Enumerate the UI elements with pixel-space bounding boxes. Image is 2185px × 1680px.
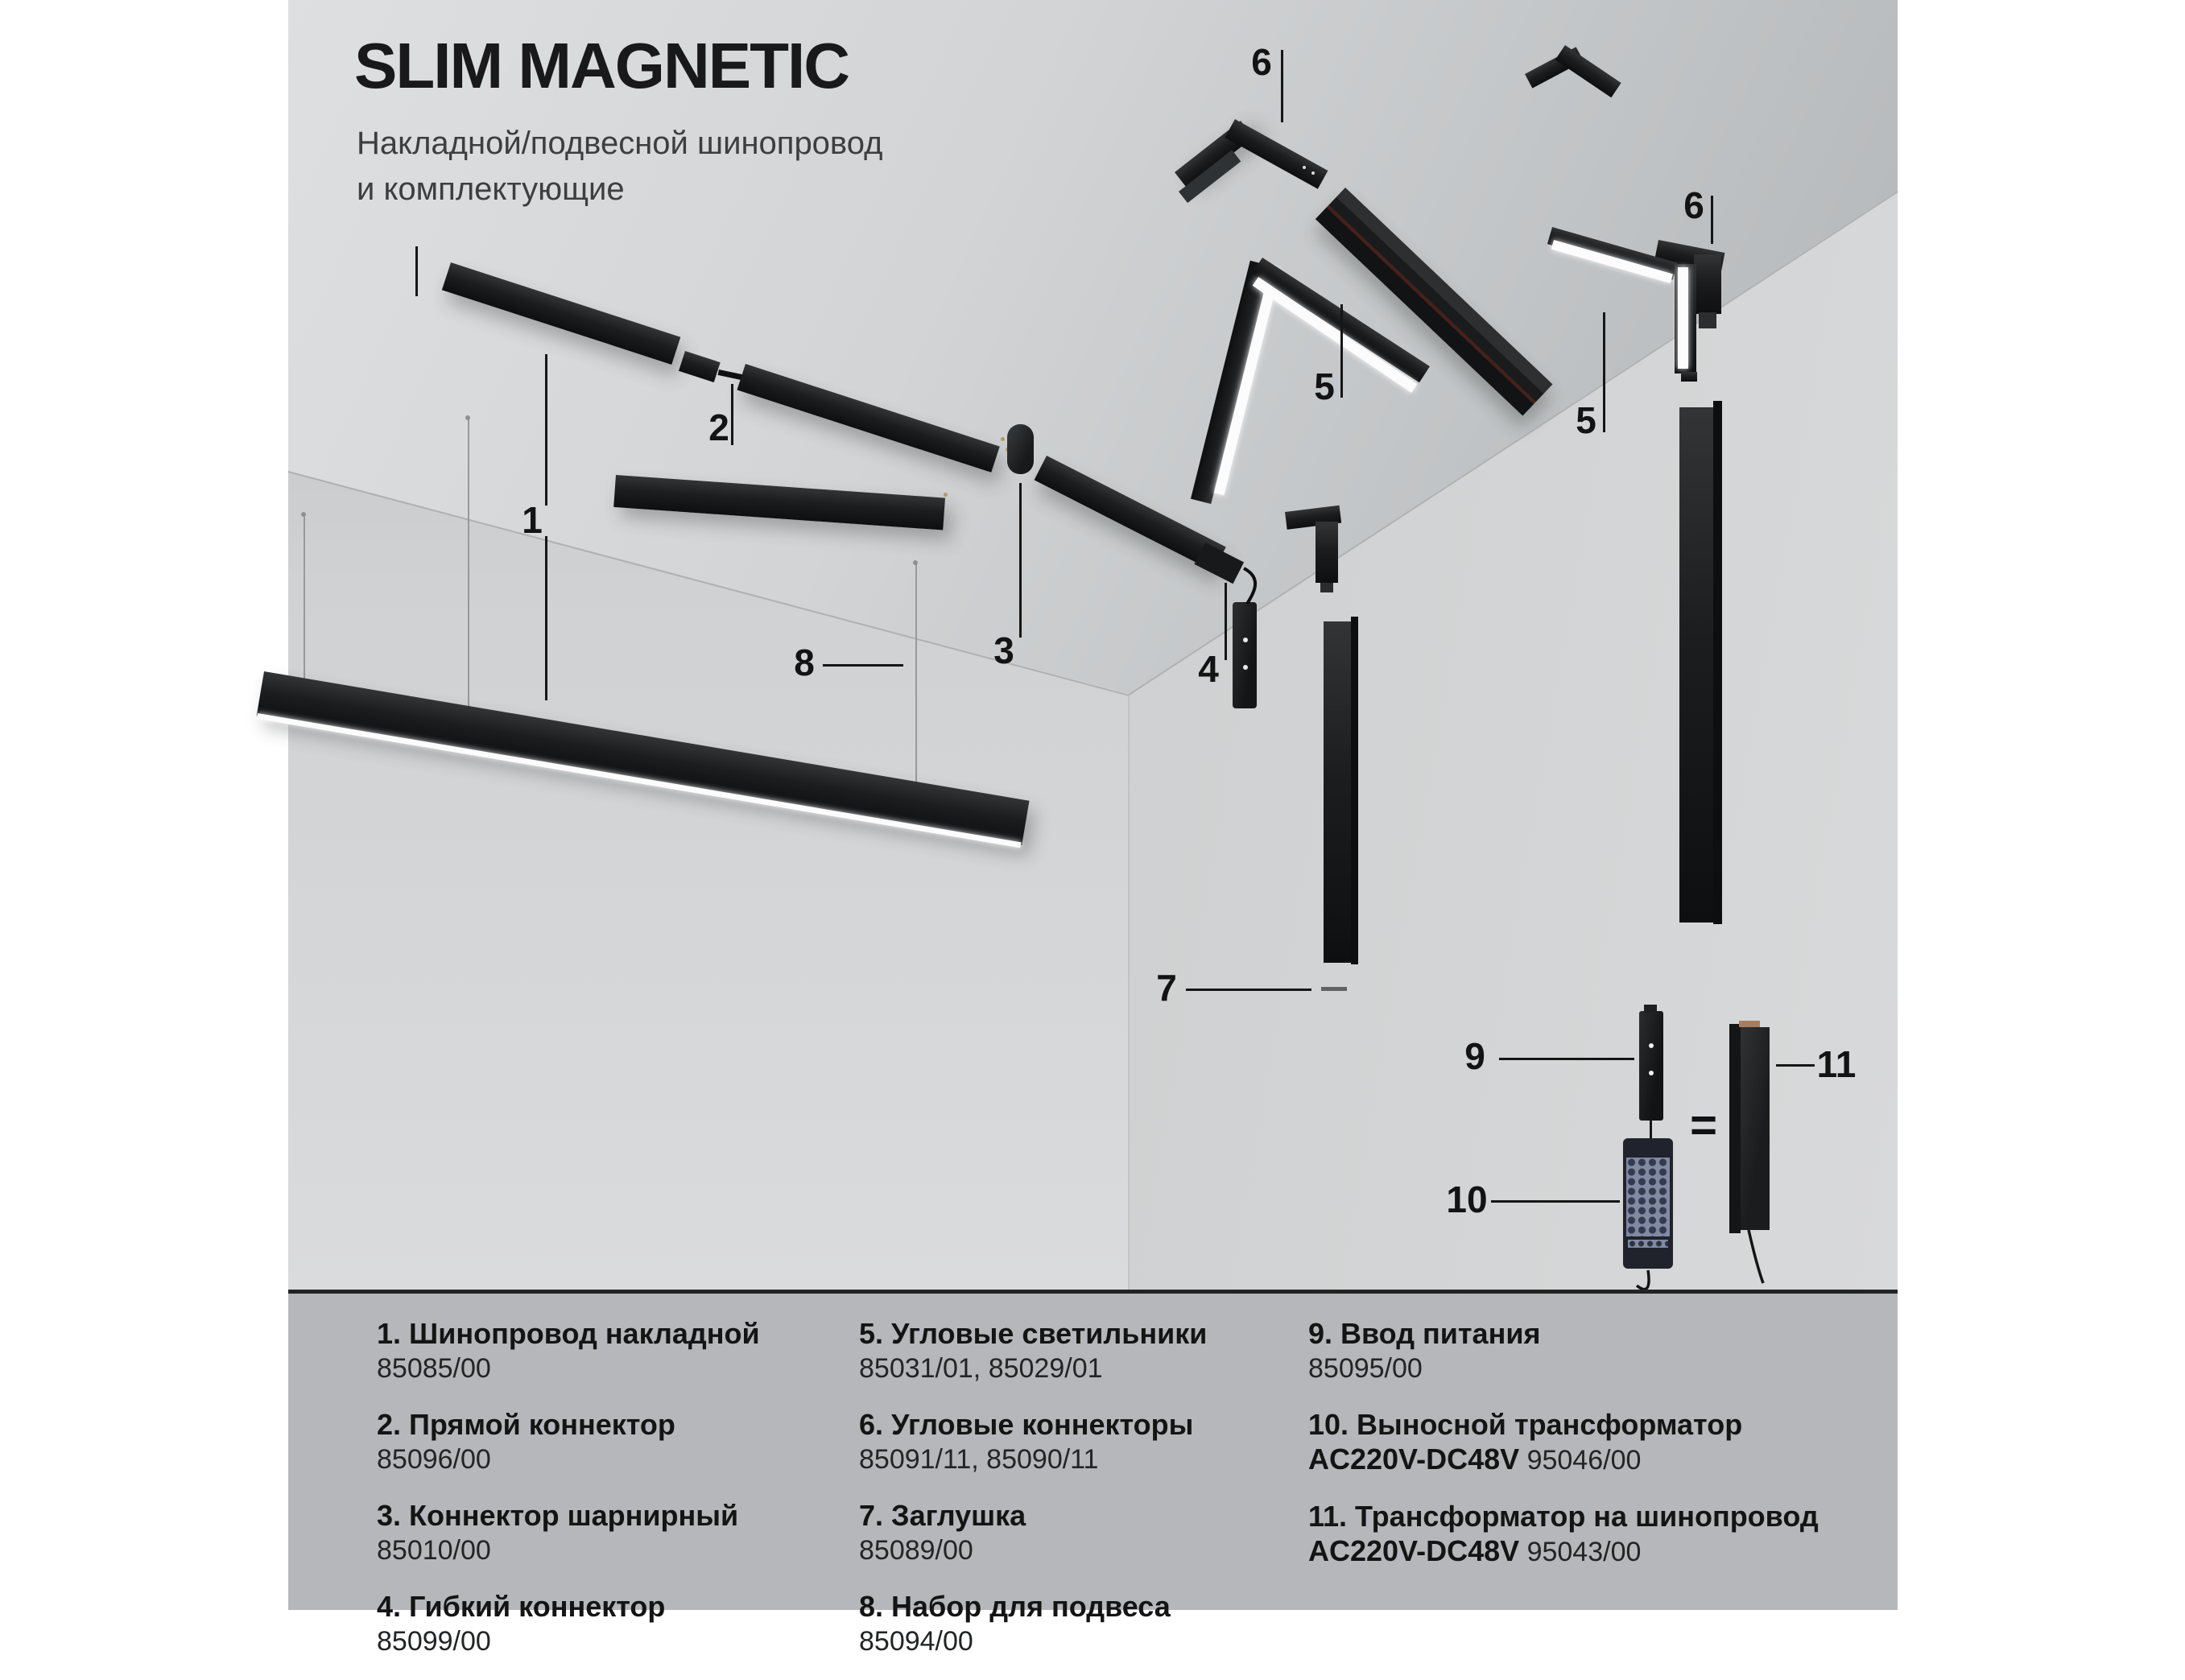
wire-hook — [465, 415, 470, 420]
legend-item-code: 85096/00 — [377, 1444, 491, 1475]
legend-item-code: 95046/00 — [1526, 1445, 1642, 1476]
callout-9: 9 — [1464, 1035, 1485, 1077]
callout-line-5b — [1603, 312, 1605, 432]
legend-column-2 — [859, 1316, 1207, 1680]
track-contact-pin — [1001, 437, 1005, 441]
callout-line-1-upper — [545, 354, 547, 506]
legend-item-code-bold: AC220V-DC48V — [1308, 1534, 1520, 1567]
legend-column-3 — [1308, 1316, 1819, 1591]
legend-item-code: 85031/01, 85029/01 — [859, 1353, 1103, 1384]
callout-line-7 — [1186, 989, 1311, 991]
callout-line-4 — [1225, 583, 1227, 660]
suspension-wire — [915, 563, 917, 786]
track-transformer-rail — [1729, 1024, 1741, 1233]
track-contact-pin — [944, 493, 948, 497]
legend-item — [1308, 1499, 1819, 1569]
room-corner-edge — [1128, 694, 1130, 1290]
legend-item-code: 95043/00 — [1526, 1537, 1642, 1567]
power-feed — [1639, 1011, 1663, 1121]
legend-item — [1308, 1316, 1819, 1385]
legend-item — [1308, 1407, 1819, 1477]
callout-4: 4 — [1198, 648, 1219, 690]
track-start-tick — [415, 246, 418, 296]
callout-8: 8 — [794, 642, 815, 683]
l-connector-vertical-arm — [1316, 522, 1338, 583]
legend-item-name: 5. Угловые светильники — [859, 1317, 1208, 1350]
callout-line-6a — [1281, 50, 1283, 122]
callout-line-6b — [1711, 196, 1713, 244]
equals-sign: = — [1690, 1099, 1717, 1152]
transformer-dot-row — [1628, 1240, 1668, 1248]
legend-column-1 — [377, 1316, 760, 1680]
legend-band — [288, 1290, 1898, 1657]
callout-line-3 — [1019, 483, 1022, 638]
callout-line-9 — [1499, 1058, 1634, 1060]
callout-line-8 — [823, 664, 903, 667]
callout-7: 7 — [1156, 967, 1177, 1009]
track-transformer-contact — [1739, 1021, 1760, 1027]
page-title: SLIM MAGNETIC — [354, 30, 849, 101]
legend-item-code: 85089/00 — [859, 1535, 973, 1566]
wall-track-right — [1679, 407, 1716, 923]
corner-light-right-led-wall — [1678, 267, 1688, 369]
wire-hook — [301, 512, 306, 517]
l-connector-pin — [1320, 583, 1333, 592]
legend-item-code-bold: AC220V-DC48V — [1308, 1443, 1520, 1476]
end-cap — [1321, 987, 1347, 991]
legend-item-code: 85095/00 — [1308, 1353, 1423, 1384]
legend-item — [859, 1407, 1207, 1476]
callout-5a: 5 — [1314, 365, 1335, 407]
callout-1: 1 — [522, 499, 543, 541]
wall-track-left — [1324, 621, 1353, 963]
callout-line-1-lower — [545, 536, 547, 700]
legend-item-name: 8. Набор для подвеса — [859, 1590, 1171, 1623]
callout-line-2 — [731, 384, 733, 445]
wire-hook — [913, 560, 918, 565]
legend-item — [859, 1316, 1207, 1385]
legend-item-name: 4. Гибкий коннектор — [377, 1590, 666, 1623]
callout-10: 10 — [1446, 1178, 1488, 1220]
legend-item — [377, 1589, 760, 1658]
corner-connector-3-vertical — [1694, 254, 1721, 314]
legend-item-name: 11. Трансформатор на шинопровод — [1308, 1500, 1819, 1533]
callout-line-10 — [1491, 1200, 1620, 1203]
legend-item-name: 2. Прямой коннектор — [377, 1408, 675, 1441]
callout-5b: 5 — [1576, 399, 1596, 441]
legend-item-name: 6. Угловые коннекторы — [859, 1408, 1194, 1441]
legend-item — [859, 1498, 1207, 1567]
callout-3: 3 — [993, 629, 1014, 671]
legend-item-code: 85099/00 — [377, 1626, 491, 1657]
page-subtitle — [357, 121, 882, 213]
power-feed-dot — [1649, 1071, 1654, 1075]
legend-item-name: 3. Коннектор шарнирный — [377, 1499, 739, 1532]
connector-indicator-dot — [1243, 665, 1248, 670]
subtitle-line-2: и комплектующие — [357, 171, 625, 207]
corner-connector-3-pin — [1699, 312, 1716, 328]
power-feed-dot — [1649, 1043, 1654, 1048]
legend-item — [377, 1407, 760, 1476]
legend-item — [377, 1316, 760, 1385]
hinge-connector — [1007, 424, 1034, 474]
legend-item-code: 85091/11, 85090/11 — [859, 1444, 1099, 1475]
suspension-wire — [304, 515, 305, 681]
legend-item-code: 85085/00 — [377, 1353, 491, 1384]
legend-item-name: 10. Выносной трансформатор — [1308, 1408, 1743, 1441]
connector-indicator-dot — [1243, 638, 1248, 642]
flex-connector-end — [1233, 602, 1257, 708]
legend-item — [377, 1498, 760, 1567]
suspension-wire — [468, 419, 469, 710]
track-transformer — [1737, 1027, 1770, 1230]
power-feed-lead — [1650, 1121, 1652, 1140]
legend-item-name: 1. Шинопровод накладной — [377, 1317, 760, 1350]
legend-item-code: 85010/00 — [377, 1535, 491, 1566]
legend-item — [859, 1589, 1207, 1658]
callout-11: 11 — [1816, 1043, 1857, 1085]
connector-pin-dot — [1311, 171, 1315, 175]
callout-6b: 6 — [1683, 184, 1704, 226]
callout-line-11 — [1776, 1064, 1815, 1067]
subtitle-line-1: Накладной/подвесной шинопровод — [357, 126, 883, 161]
legend-item-code-line — [1308, 1443, 1819, 1477]
wall-track-right-backplate — [1713, 401, 1722, 924]
legend-item-name: 9. Ввод питания — [1308, 1317, 1541, 1350]
power-feed-tab — [1644, 1005, 1657, 1013]
callout-6a: 6 — [1251, 41, 1272, 83]
transformer-vent-grid — [1626, 1158, 1670, 1236]
legend-item-code-line — [1308, 1534, 1819, 1569]
wall-track-left-backplate — [1351, 617, 1358, 964]
legend-item-name: 7. Заглушка — [859, 1499, 1026, 1532]
callout-line-5a — [1340, 304, 1343, 398]
callout-2: 2 — [708, 407, 729, 448]
corner-light-right-tip — [1681, 372, 1697, 382]
legend-item-code: 85094/00 — [859, 1626, 973, 1657]
connector-pin-dot — [1303, 166, 1306, 169]
